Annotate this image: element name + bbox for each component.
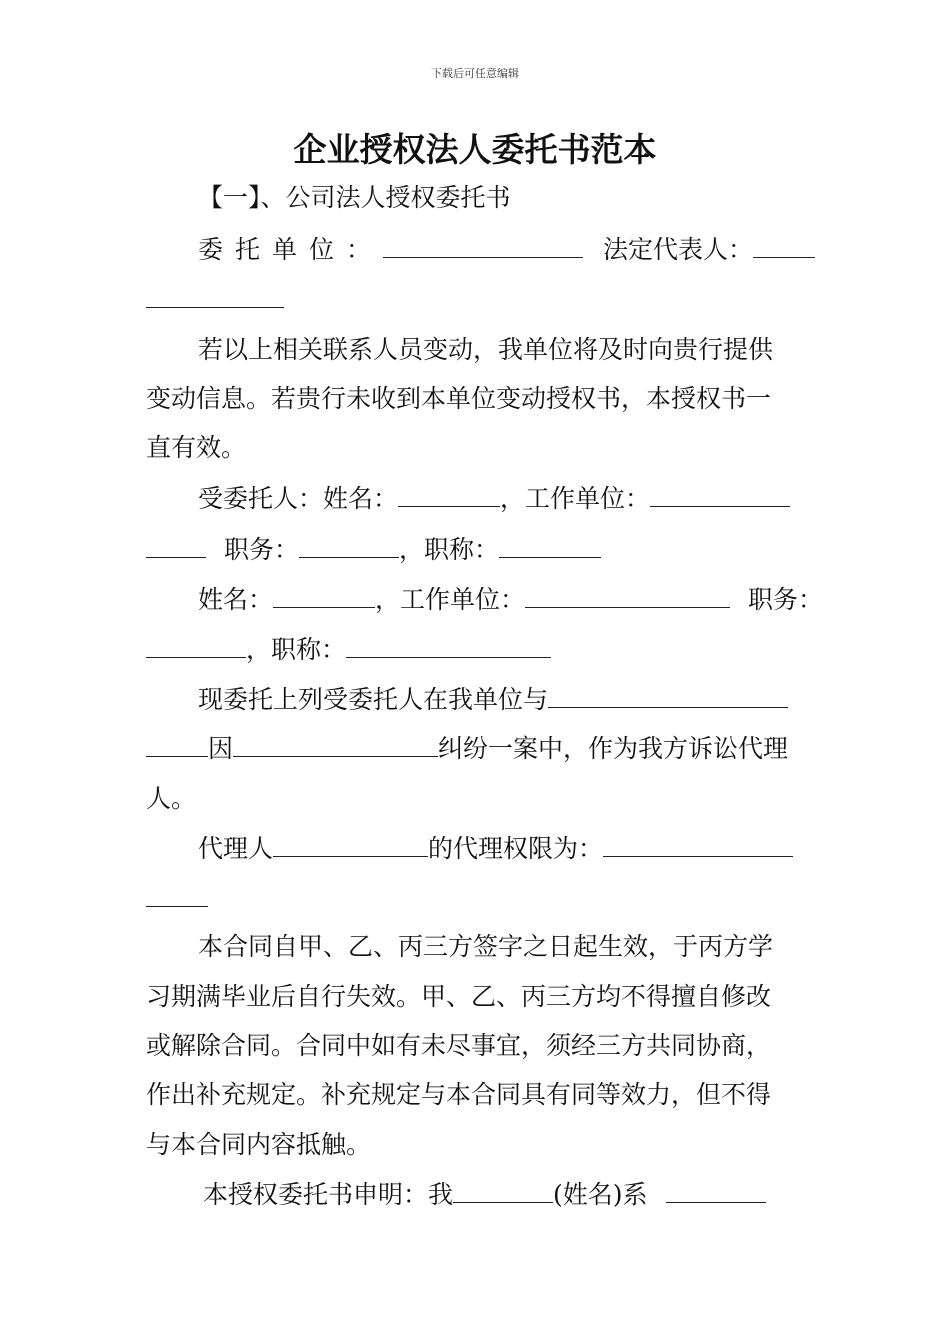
p2-text-a: 现委托上列受委托人在我单位与: [198, 685, 549, 714]
trustee2-name-label: 姓名：: [198, 585, 274, 614]
p5-line1: [203, 1180, 766, 1210]
p5-text-a: 本授权委托书申明：我: [203, 1180, 454, 1209]
trustee1-rank-label: ，职称：: [398, 535, 499, 564]
p3-scope-blank-cont: [146, 884, 208, 914]
trustee1-work-blank-cont: [146, 535, 206, 558]
header-note: 下载后可任意编辑: [431, 67, 519, 80]
p2-line2: [146, 734, 788, 764]
trustee1-work-blank: [650, 484, 790, 507]
p3-scope-blank: [603, 834, 793, 857]
p1-line2: 变动信息。若贵行未收到本单位变动授权书，本授权书一: [146, 384, 772, 413]
trustee1-line1: [198, 484, 790, 514]
p4-line5: 与本合同内容抵触。: [146, 1130, 372, 1159]
trustee2-work-blank: [525, 585, 730, 608]
p2-text-b: 因: [208, 734, 234, 763]
p5-name-blank: [453, 1180, 553, 1203]
trustee2-name-blank: [273, 585, 375, 608]
unit-line: [198, 235, 815, 265]
trustee1-line2: [146, 535, 601, 565]
p3-text-a: 代理人: [198, 834, 274, 863]
p5-text-b: (姓名)系: [553, 1180, 648, 1209]
p4-line1: 本合同自甲、乙、丙三方签字之日起生效，于丙方学: [198, 932, 774, 961]
p2-line3: 人。: [146, 784, 197, 813]
p2-party-blank-cont: [146, 734, 208, 757]
trustee2-line2: [146, 635, 551, 665]
p3-line1: [198, 834, 793, 864]
section-heading: 【一】、公司法人授权委托书: [198, 183, 511, 212]
p3-agent-blank: [273, 834, 428, 857]
p4-line2: 习期满毕业后自行失效。甲、乙、丙三方均不得擅自修改: [146, 982, 772, 1011]
trustee2-title-label: 职务：: [747, 585, 823, 614]
rep-label: 法定代表人：: [602, 235, 753, 264]
trustee1-name-blank: [398, 484, 500, 507]
trustee1-rank-blank: [499, 535, 601, 558]
p3-text-b: 的代理权限为：: [428, 834, 604, 863]
trustee2-title-blank: [146, 635, 246, 658]
unit-blank: [383, 235, 583, 258]
p4-line4: 作出补充规定。补充规定与本合同具有同等效力，但不得: [146, 1080, 772, 1109]
unit-label: 委托单位：: [198, 235, 384, 264]
trustee1-title-label: 职务：: [223, 535, 299, 564]
p4-line3: 或解除合同。合同中如有未尽事宜，须经三方共同协商，: [146, 1031, 772, 1060]
rep-blank: [753, 235, 815, 258]
trustee2-rank-label: ，职称：: [246, 635, 347, 664]
p2-party-blank: [548, 685, 788, 708]
rep-blank-cont: [146, 285, 284, 315]
p5-role-blank: [666, 1180, 766, 1203]
document-title: 企业授权法人委托书范本: [293, 130, 657, 169]
trustee2-line1: [198, 585, 823, 615]
p2-dispute-blank: [233, 734, 438, 757]
p2-line1: [198, 685, 788, 715]
trustee1-title-blank: [299, 535, 399, 558]
trustee1-name-label: 受委托人：姓名：: [198, 484, 399, 513]
p1-line3: 直有效。: [146, 433, 247, 462]
trustee2-rank-blank: [346, 635, 551, 658]
p1-line1: 若以上相关联系人员变动，我单位将及时向贵行提供: [198, 335, 774, 364]
p2-text-c: 纠纷一案中，作为我方诉讼代理: [438, 734, 789, 763]
trustee1-work-label: ，工作单位：: [500, 484, 651, 513]
trustee2-work-label: ，工作单位：: [375, 585, 526, 614]
